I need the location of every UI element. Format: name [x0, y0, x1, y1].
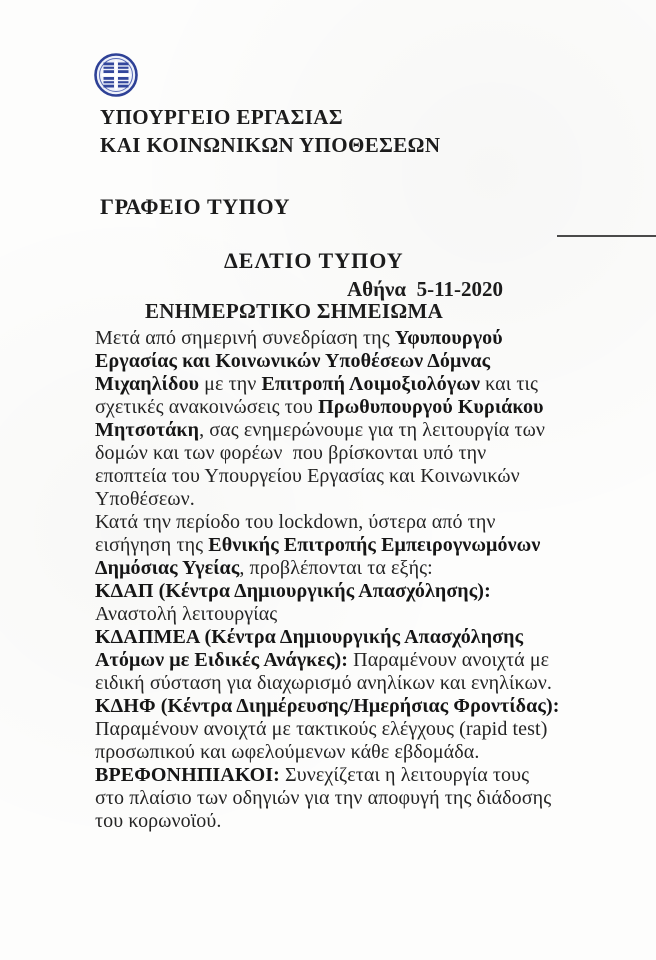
ministry-name-line1: ΥΠΟΥΡΓΕΙΟ ΕΡΓΑΣΙΑΣ: [100, 105, 343, 129]
body-line: Μετά από σημερινή συνεδρίαση της Υφυπουργού: [95, 327, 503, 349]
body-line: Παραμένουν ανοιχτά με τακτικούς ελέγχους (rapid test): [95, 718, 548, 740]
body-line: εποπτεία του Υπουργείου Εργασίας και Κοινωνικών: [95, 465, 520, 487]
body-line: προσωπικού και ωφελούμενων κάθε εβδομάδα.: [95, 741, 480, 763]
body-line: Μητσοτάκη, σας ενημερώνουμε για τη λειτουργία των: [95, 419, 546, 441]
body-line: ΚΔΑΠ (Κέντρα Δημιουργικής Απασχόλησης):: [95, 580, 491, 602]
body-line: ΚΔΑΠΜΕΑ (Κέντρα Δημιουργικής Απασχόλησης: [95, 626, 524, 648]
body-line: Μιχαηλίδου με την Επιτροπή Λοιμοξιολόγων και τις: [95, 373, 538, 395]
body-line: ειδική σύσταση για διαχωρισμό ανηλίκων και ενηλίκων.: [95, 672, 553, 694]
dateline: Αθήνα 5-11-2020: [347, 277, 503, 301]
body-line: σχετικές ανακοινώσεις του Πρωθυπουργού Κυριάκου: [95, 396, 544, 418]
body-line: ΚΔΗΦ (Κέντρα Διημέρευσης/Ημερήσιας Φροντίδας):: [95, 695, 560, 717]
margin-rule: [557, 235, 656, 237]
body-line: Ατόμων με Ειδικές Ανάγκες): Παραμένουν ανοιχτά με: [95, 649, 550, 671]
ministry-name: [100, 103, 440, 159]
document-subtitle: ΕΝΗΜΕΡΩΤΙΚΟ ΣΗΜΕΙΩΜΑ: [145, 299, 444, 323]
press-office-heading: ΓΡΑΦΕΙΟ ΤΥΠΟΥ: [100, 194, 291, 219]
body-line: δομών και των φορέων που βρίσκονται υπό την: [95, 442, 487, 464]
body-line: Εργασίας και Κοινωνικών Υποθέσεων Δόμνας: [95, 350, 491, 372]
body-line: στο πλαίσιο των οδηγιών για την αποφυγή της διάδοσης: [95, 787, 552, 809]
ministry-name-line2: ΚΑΙ ΚΟΙΝΩΝΙΚΩΝ ΥΠΟΘΕΣΕΩΝ: [100, 133, 441, 157]
document-title: ΔΕΛΤΙΟ ΤΥΠΟΥ: [224, 248, 404, 273]
body-line: Αναστολή λειτουργίας: [95, 603, 278, 625]
body-line: Υποθέσεων.: [95, 488, 195, 510]
press-release-body: [95, 327, 640, 833]
body-line: Κατά την περίοδο του lockdown, ύστερα από την: [95, 511, 496, 533]
body-line: ΒΡΕΦΟΝΗΠΙΑΚΟΙ: Συνεχίζεται η λειτουργία τους: [95, 764, 530, 786]
body-line: εισήγηση της Εθνικής Επιτροπής Εμπειρογνωμόνων: [95, 534, 541, 556]
body-line: Δημόσιας Υγείας, προβλέπονται τα εξής:: [95, 557, 433, 579]
hellenic-republic-emblem-icon: [93, 52, 139, 98]
body-line: του κορωνοϊού.: [95, 810, 222, 832]
